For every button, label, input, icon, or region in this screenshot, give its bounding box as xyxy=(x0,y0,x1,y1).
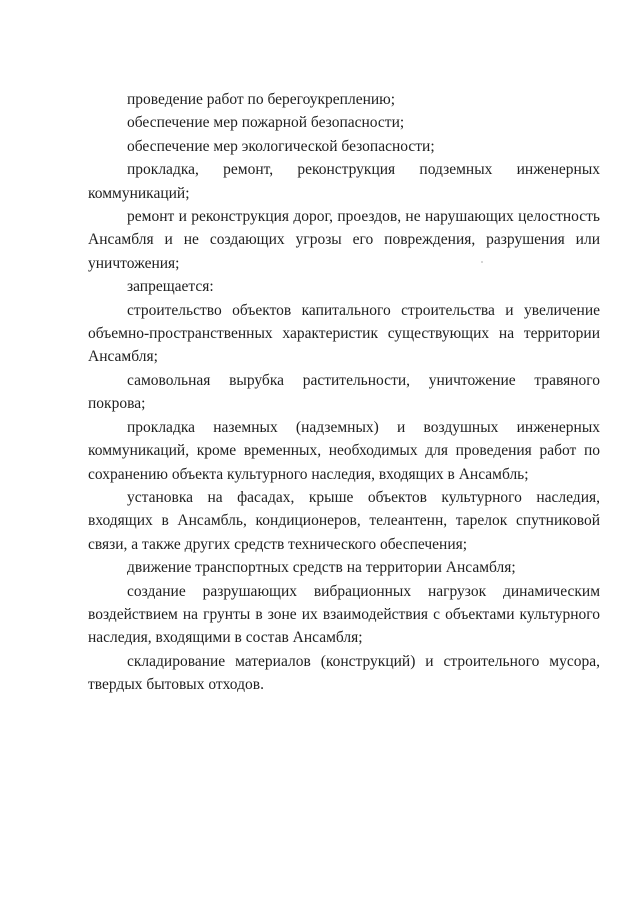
paragraph-vibration-loads: создание разрушающих вибрационных нагрузок динамическим воздействием на грунты в зоне их взаимодействия с объектами культурного наследия, входящими в состав Ансамбля; xyxy=(88,582,600,647)
paragraph-capital-construction: строительство объектов капитального строительства и увеличение объемно-пространственных характеристик существующих на территории Ансамбля; xyxy=(88,301,600,366)
paragraph-overhead-utilities: прокладка наземных (надземных) и воздушных инженерных коммуникаций, кроме временных, необходимых для проведения работ по сохранению объекта культурного наследия, входящих в Ансамбль; xyxy=(88,418,600,483)
paragraph-environmental-safety: обеспечение мер экологической безопасности; xyxy=(127,137,435,155)
paragraph-vehicle-traffic: движение транспортных средств на территории Ансамбля; xyxy=(127,559,516,577)
document-body xyxy=(88,88,600,697)
scan-speck xyxy=(481,261,483,263)
paragraph-road-repair: ремонт и реконструкция дорог, проездов, не нарушающих целостность Ансамбля и не создающих угрозы его повреждения, разрушения или уничтожения; xyxy=(88,208,600,272)
paragraph-fire-safety: обеспечение мер пожарной безопасности; xyxy=(127,114,405,132)
paragraph-material-storage: складирование материалов (конструкций) и строительного мусора, твердых бытовых отходов. xyxy=(88,652,600,694)
paragraph-underground-utilities: прокладка, ремонт, реконструкция подземных инженерных коммуникаций; xyxy=(88,161,600,202)
paragraph-facade-installations: установка на фасадах, крыше объектов культурного наследия, входящих в Ансамбль, кондиционеров, телеантенн, тарелок спутниковой связи, а также других средств технического обеспечения; xyxy=(88,488,600,553)
paragraph-shore-protection: проведение работ по берегоукреплению; xyxy=(127,91,396,108)
paragraph-prohibited-heading: запрещается: xyxy=(127,278,214,296)
paragraph-tree-cutting: самовольная вырубка растительности, уничтожение травяного покрова; xyxy=(88,371,600,413)
